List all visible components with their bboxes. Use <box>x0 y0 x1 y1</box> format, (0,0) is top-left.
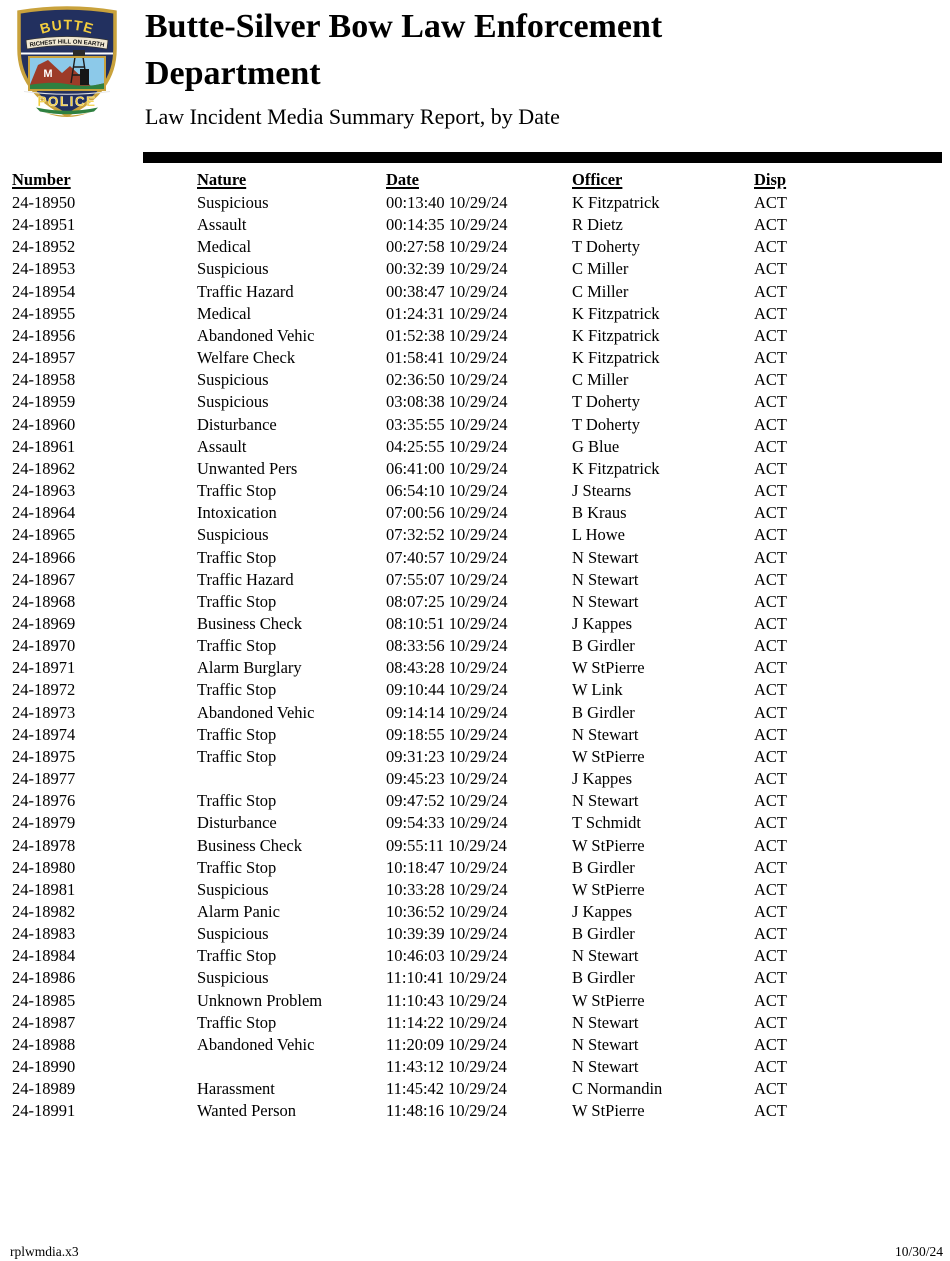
cell-officer: W StPierre <box>572 658 645 678</box>
cell-nature: Traffic Stop <box>197 481 277 501</box>
cell-disp: ACT <box>754 547 787 567</box>
cell-nature: Alarm Panic <box>197 902 280 921</box>
cell-date: 09:18:55 10/29/24 <box>386 724 508 744</box>
cell-nature: Suspicious <box>197 193 269 212</box>
cell-officer: J Kappes <box>572 769 633 789</box>
cell-officer: B Girdler <box>572 857 635 877</box>
cell-nature: Suspicious <box>197 924 269 944</box>
cell-number: 24-18983 <box>12 924 76 944</box>
cell-number: 24-18988 <box>12 1034 76 1054</box>
cell-number: 24-18961 <box>12 436 76 456</box>
cell-number: 24-18962 <box>12 458 76 478</box>
cell-number: 24-18976 <box>12 791 76 811</box>
cell-disp: ACT <box>754 591 787 611</box>
cell-nature: Traffic Stop <box>197 636 277 656</box>
table-row <box>12 635 943 657</box>
badge-bottom-text: POLICE <box>37 94 97 109</box>
cell-officer: N Stewart <box>572 1012 639 1032</box>
table-row <box>12 945 943 967</box>
cell-number: 24-18965 <box>12 525 76 545</box>
cell-nature: Suspicious <box>197 525 269 545</box>
cell-date: 06:54:10 10/29/24 <box>386 481 508 501</box>
cell-officer: C Miller <box>572 259 629 279</box>
table-row <box>12 679 943 701</box>
cell-number: 24-18951 <box>12 215 76 235</box>
cell-number: 24-18984 <box>12 946 76 966</box>
cell-date: 06:41:00 10/29/24 <box>386 458 508 478</box>
cell-officer: N Stewart <box>572 791 639 811</box>
cell-nature: Welfare Check <box>197 348 296 368</box>
cell-date: 00:38:47 10/29/24 <box>386 281 508 301</box>
table-row <box>12 414 943 436</box>
table-row <box>12 835 943 857</box>
cell-number: 24-18963 <box>12 481 76 501</box>
cell-officer: N Stewart <box>572 547 639 567</box>
cell-officer: K Fitzpatrick <box>572 348 660 368</box>
column-header-disp: Disp <box>754 170 787 189</box>
column-header-nature: Nature <box>197 170 247 189</box>
cell-nature: Suspicious <box>197 370 269 390</box>
cell-disp: ACT <box>754 702 787 722</box>
cell-officer: J Kappes <box>572 613 633 633</box>
cell-date: 10:36:52 10/29/24 <box>386 902 508 921</box>
cell-disp: ACT <box>754 569 787 589</box>
cell-number: 24-18952 <box>12 237 76 257</box>
cell-nature: Suspicious <box>197 879 269 899</box>
badge-top-textpath: BUTTE <box>38 16 96 37</box>
cell-nature: Disturbance <box>197 813 277 833</box>
cell-date: 10:18:47 10/29/24 <box>386 857 508 877</box>
table-row <box>12 258 943 280</box>
cell-number: 24-18978 <box>12 835 76 855</box>
cell-disp: ACT <box>754 613 787 633</box>
cell-disp: ACT <box>754 193 787 212</box>
cell-number: 24-18985 <box>12 990 76 1010</box>
cell-date: 09:31:23 10/29/24 <box>386 746 508 766</box>
table-row <box>12 790 943 812</box>
cell-disp: ACT <box>754 879 787 899</box>
cell-officer: B Girdler <box>572 924 635 944</box>
cell-number: 24-18955 <box>12 303 76 323</box>
cell-disp: ACT <box>754 857 787 877</box>
cell-officer: W StPierre <box>572 990 645 1010</box>
table-row <box>12 768 943 790</box>
table-row <box>12 1056 943 1078</box>
cell-disp: ACT <box>754 370 787 390</box>
cell-number: 24-18953 <box>12 259 76 279</box>
cell-officer: K Fitzpatrick <box>572 458 660 478</box>
badge-banner-textpath: RICHEST HILL ON EARTH <box>29 39 105 49</box>
cell-number: 24-18957 <box>12 348 76 368</box>
incident-table <box>12 169 943 1123</box>
cell-officer: B Kraus <box>572 503 627 523</box>
table-row <box>12 480 943 502</box>
cell-number: 24-18979 <box>12 813 76 833</box>
cell-disp: ACT <box>754 769 787 789</box>
cell-date: 04:25:55 10/29/24 <box>386 436 508 456</box>
table-row <box>12 236 943 258</box>
cell-disp: ACT <box>754 1012 787 1032</box>
cell-disp: ACT <box>754 281 787 301</box>
table-row <box>12 746 943 768</box>
badge-scene <box>29 50 105 90</box>
cell-date: 11:45:42 10/29/24 <box>386 1079 507 1099</box>
cell-number: 24-18967 <box>12 569 76 589</box>
cell-date: 10:33:28 10/29/24 <box>386 879 508 899</box>
cell-disp: ACT <box>754 746 787 766</box>
cell-number: 24-18960 <box>12 414 76 434</box>
cell-number: 24-18964 <box>12 503 76 523</box>
table-row <box>12 436 943 458</box>
cell-officer: T Schmidt <box>572 813 641 833</box>
table-row <box>12 591 943 613</box>
table-row <box>12 967 943 989</box>
cell-date: 00:27:58 10/29/24 <box>386 237 508 257</box>
cell-nature: Abandoned Vehic <box>197 1034 315 1054</box>
cell-date: 11:48:16 10/29/24 <box>386 1101 507 1121</box>
cell-nature: Suspicious <box>197 392 269 412</box>
cell-officer: K Fitzpatrick <box>572 303 660 323</box>
table-row <box>12 901 943 923</box>
table-row <box>12 1100 943 1122</box>
table-row <box>12 990 943 1012</box>
cell-number: 24-18986 <box>12 968 76 988</box>
cell-date: 00:14:35 10/29/24 <box>386 215 508 235</box>
table-row <box>12 547 943 569</box>
cell-officer: B Girdler <box>572 636 635 656</box>
cell-disp: ACT <box>754 259 787 279</box>
cell-nature: Traffic Stop <box>197 591 277 611</box>
column-header-date: Date <box>386 170 419 189</box>
badge-mountain-letter: M <box>43 68 53 80</box>
table-row <box>12 1012 943 1034</box>
cell-number: 24-18989 <box>12 1079 76 1099</box>
cell-officer: C Miller <box>572 370 629 390</box>
cell-date: 10:46:03 10/29/24 <box>386 946 508 966</box>
cell-date: 11:43:12 10/29/24 <box>386 1057 507 1077</box>
cell-disp: ACT <box>754 990 787 1010</box>
cell-officer: C Normandin <box>572 1079 663 1099</box>
cell-date: 02:36:50 10/29/24 <box>386 370 508 390</box>
cell-officer: T Doherty <box>572 414 640 434</box>
cell-date: 03:35:55 10/29/24 <box>386 414 508 434</box>
table-row <box>12 812 943 834</box>
cell-number: 24-18958 <box>12 370 76 390</box>
header-title-block <box>145 0 810 130</box>
table-row <box>12 857 943 879</box>
cell-disp: ACT <box>754 215 787 235</box>
cell-disp: ACT <box>754 237 787 257</box>
cell-nature: Assault <box>197 215 247 235</box>
cell-date: 01:58:41 10/29/24 <box>386 348 508 368</box>
cell-officer: J Stearns <box>572 481 632 501</box>
page-title: Butte-Silver Bow Law Enforcement Department <box>145 8 663 92</box>
cell-disp: ACT <box>754 813 787 833</box>
table-row <box>12 303 943 325</box>
table-row <box>12 192 943 214</box>
cell-number: 24-18982 <box>12 902 76 921</box>
cell-date: 11:20:09 10/29/24 <box>386 1034 507 1054</box>
cell-date: 00:32:39 10/29/24 <box>386 259 508 279</box>
cell-number: 24-18954 <box>12 281 76 301</box>
cell-officer: N Stewart <box>572 1034 639 1054</box>
cell-officer: W StPierre <box>572 1101 645 1121</box>
cell-disp: ACT <box>754 1057 787 1077</box>
cell-disp: ACT <box>754 325 787 345</box>
cell-number: 24-18956 <box>12 325 76 345</box>
cell-number: 24-18950 <box>12 193 76 212</box>
cell-nature: Suspicious <box>197 968 269 988</box>
cell-nature: Traffic Hazard <box>197 281 294 301</box>
cell-nature: Traffic Stop <box>197 857 277 877</box>
cell-disp: ACT <box>754 724 787 744</box>
cell-date: 00:13:40 10/29/24 <box>386 193 508 212</box>
cell-date: 11:14:22 10/29/24 <box>386 1012 507 1032</box>
cell-officer: B Girdler <box>572 968 635 988</box>
cell-disp: ACT <box>754 946 787 966</box>
cell-nature: Traffic Stop <box>197 946 277 966</box>
cell-nature: Abandoned Vehic <box>197 702 315 722</box>
cell-disp: ACT <box>754 902 787 921</box>
cell-date: 11:10:43 10/29/24 <box>386 990 507 1010</box>
cell-number: 24-18970 <box>12 636 76 656</box>
footer-date: 10/30/24 <box>894 1244 943 1259</box>
cell-nature: Business Check <box>197 613 302 633</box>
table-row <box>12 613 943 635</box>
table-row <box>12 391 943 413</box>
cell-number: 24-18973 <box>12 702 76 722</box>
cell-date: 08:10:51 10/29/24 <box>386 613 508 633</box>
table-row <box>12 281 943 303</box>
cell-date: 07:00:56 10/29/24 <box>386 503 508 523</box>
cell-date: 08:07:25 10/29/24 <box>386 591 508 611</box>
table-row <box>12 879 943 901</box>
table-row <box>12 524 943 546</box>
cell-number: 24-18990 <box>12 1057 76 1077</box>
cell-nature: Business Check <box>197 835 302 855</box>
cell-nature: Unwanted Pers <box>197 458 298 478</box>
report-subtitle: Law Incident Media Summary Report, by Date <box>145 104 560 129</box>
cell-date: 07:55:07 10/29/24 <box>386 569 508 589</box>
cell-date: 01:52:38 10/29/24 <box>386 325 508 345</box>
police-badge-logo <box>12 3 122 119</box>
cell-nature: Traffic Stop <box>197 1012 277 1032</box>
table-row <box>12 325 943 347</box>
cell-number: 24-18968 <box>12 591 76 611</box>
cell-date: 10:39:39 10/29/24 <box>386 924 508 944</box>
cell-number: 24-18981 <box>12 879 76 899</box>
cell-nature: Traffic Stop <box>197 547 277 567</box>
cell-date: 09:47:52 10/29/24 <box>386 791 508 811</box>
cell-number: 24-18969 <box>12 613 76 633</box>
cell-officer: N Stewart <box>572 591 639 611</box>
cell-nature: Assault <box>197 436 247 456</box>
cell-disp: ACT <box>754 414 787 434</box>
table-body <box>12 192 943 1123</box>
cell-officer: N Stewart <box>572 1057 639 1077</box>
cell-date: 07:40:57 10/29/24 <box>386 547 508 567</box>
cell-officer: W Link <box>572 680 623 700</box>
table-row <box>12 724 943 746</box>
cell-disp: ACT <box>754 392 787 412</box>
table-header-row <box>12 169 943 192</box>
cell-officer: L Howe <box>572 525 625 545</box>
cell-date: 09:55:11 10/29/24 <box>386 835 507 855</box>
cell-nature: Traffic Stop <box>197 746 277 766</box>
cell-officer: T Doherty <box>572 392 640 412</box>
cell-number: 24-18972 <box>12 680 76 700</box>
cell-date: 09:45:23 10/29/24 <box>386 769 508 789</box>
cell-officer: N Stewart <box>572 946 639 966</box>
column-header-officer: Officer <box>572 170 623 189</box>
cell-officer: W StPierre <box>572 879 645 899</box>
cell-disp: ACT <box>754 436 787 456</box>
cell-date: 07:32:52 10/29/24 <box>386 525 508 545</box>
cell-nature <box>197 1056 386 1078</box>
cell-number: 24-18977 <box>12 769 76 789</box>
cell-officer: N Stewart <box>572 724 639 744</box>
cell-date: 01:24:31 10/29/24 <box>386 303 508 323</box>
cell-number: 24-18980 <box>12 857 76 877</box>
cell-officer: W StPierre <box>572 746 645 766</box>
cell-number: 24-18971 <box>12 658 76 678</box>
cell-officer: J Kappes <box>572 902 633 921</box>
cell-disp: ACT <box>754 835 787 855</box>
cell-nature: Harassment <box>197 1079 275 1099</box>
cell-number: 24-18959 <box>12 392 76 412</box>
cell-nature: Traffic Stop <box>197 680 277 700</box>
cell-nature: Wanted Person <box>197 1101 297 1121</box>
cell-disp: ACT <box>754 680 787 700</box>
cell-disp: ACT <box>754 658 787 678</box>
table-row <box>12 1078 943 1100</box>
cell-officer: K Fitzpatrick <box>572 325 660 345</box>
table-row <box>12 214 943 236</box>
cell-nature: Traffic Stop <box>197 724 277 744</box>
table-row <box>12 923 943 945</box>
cell-number: 24-18987 <box>12 1012 76 1032</box>
cell-nature: Alarm Burglary <box>197 658 302 678</box>
cell-nature: Unknown Problem <box>197 990 323 1010</box>
cell-nature: Disturbance <box>197 414 277 434</box>
cell-officer: R Dietz <box>572 215 623 235</box>
cell-number: 24-18975 <box>12 746 76 766</box>
table-row <box>12 569 943 591</box>
cell-date: 09:54:33 10/29/24 <box>386 813 508 833</box>
table-row <box>12 458 943 480</box>
cell-date: 08:43:28 10/29/24 <box>386 658 508 678</box>
cell-disp: ACT <box>754 636 787 656</box>
cell-officer: W StPierre <box>572 835 645 855</box>
table-row <box>12 1034 943 1056</box>
cell-disp: ACT <box>754 458 787 478</box>
cell-disp: ACT <box>754 1034 787 1054</box>
cell-number: 24-18974 <box>12 724 76 744</box>
cell-disp: ACT <box>754 1101 787 1121</box>
cell-disp: ACT <box>754 303 787 323</box>
cell-officer: B Girdler <box>572 702 635 722</box>
cell-disp: ACT <box>754 503 787 523</box>
cell-number: 24-18966 <box>12 547 76 567</box>
cell-date: 09:10:44 10/29/24 <box>386 680 508 700</box>
cell-officer: C Miller <box>572 281 629 301</box>
cell-date: 09:14:14 10/29/24 <box>386 702 508 722</box>
table-row <box>12 347 943 369</box>
column-header-number: Number <box>12 170 71 189</box>
table-row <box>12 369 943 391</box>
cell-nature: Intoxication <box>197 503 277 523</box>
cell-officer: T Doherty <box>572 237 640 257</box>
cell-date: 11:10:41 10/29/24 <box>386 968 507 988</box>
cell-date: 03:08:38 10/29/24 <box>386 392 508 412</box>
cell-nature: Medical <box>197 237 252 257</box>
cell-disp: ACT <box>754 968 787 988</box>
cell-nature <box>197 768 386 790</box>
cell-officer: G Blue <box>572 436 620 456</box>
cell-number: 24-18991 <box>12 1101 76 1121</box>
table-row <box>12 702 943 724</box>
cell-officer: N Stewart <box>572 569 639 589</box>
cell-nature: Medical <box>197 303 252 323</box>
cell-date: 08:33:56 10/29/24 <box>386 636 508 656</box>
cell-disp: ACT <box>754 525 787 545</box>
footer-report-id: rplwmdia.x3 <box>10 1244 79 1259</box>
table-row <box>12 502 943 524</box>
cell-nature: Traffic Stop <box>197 791 277 811</box>
cell-nature: Abandoned Vehic <box>197 325 315 345</box>
cell-disp: ACT <box>754 1079 787 1099</box>
cell-disp: ACT <box>754 924 787 944</box>
cell-officer: K Fitzpatrick <box>572 193 660 212</box>
cell-disp: ACT <box>754 481 787 501</box>
table-row <box>12 657 943 679</box>
cell-nature: Traffic Hazard <box>197 569 294 589</box>
header-divider-rule <box>143 152 942 163</box>
cell-disp: ACT <box>754 791 787 811</box>
cell-nature: Suspicious <box>197 259 269 279</box>
cell-disp: ACT <box>754 348 787 368</box>
